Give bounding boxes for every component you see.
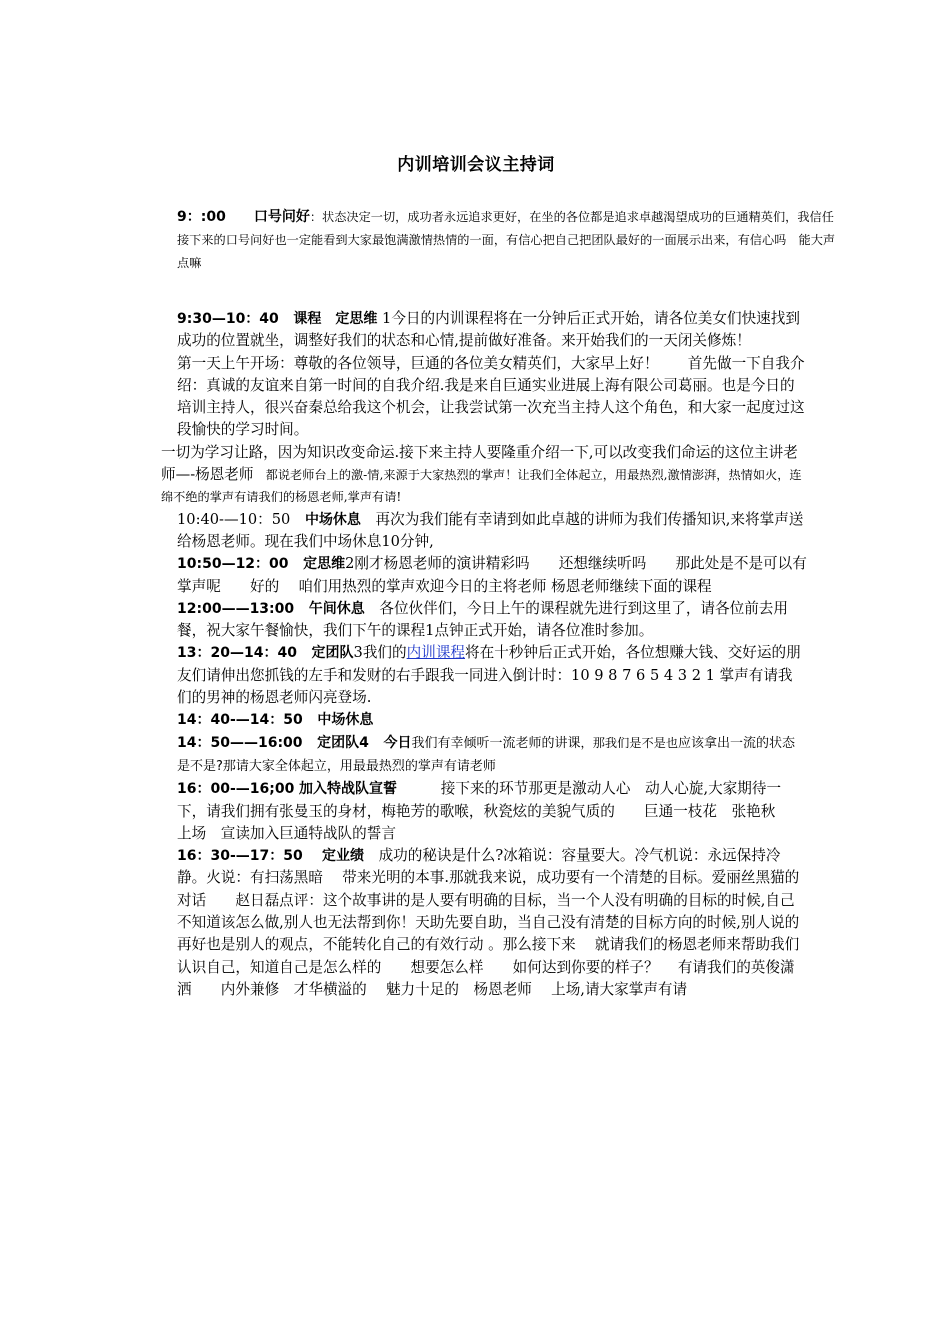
section-team-4 (145, 732, 807, 779)
intro-applause-text: 都说老师台上的激-情,来源于大家热烈的掌声！让我们全体起立，用最热烈,激情澎湃，热情如火，连绵不绝的掌声有请我们的杨恩老师,掌声有请! (161, 468, 802, 505)
section-text: 1今日的内训课程将在一分钟后正式开始，请各位美女们快速找到成功的位置就坐，调整好我们的状态和心情,提前做好准备。来开始我们的一天闭关修炼！ (177, 310, 800, 350)
section-number: 4 (359, 734, 369, 751)
section-text: 接下来的环节那更是激动人心 动人心旋,大家期待一下，请我们拥有张曼玉的身材，梅艳芳的歌喉，秋瓷炫的美貌气质的 巨通一枝花 张艳秋 上场 宣读加入巨通特战队的誓言 (177, 780, 795, 842)
section-text: 各位伙伴们，今日上午的课程就先进行到这里了，请各位前去用餐，祝大家午餐愉快，我们下午的课程1点钟正式开始，请各位准时参加。 (177, 599, 788, 640)
section-break-2 (145, 709, 807, 731)
section-text: 3我们的 (353, 644, 407, 662)
slogan-time: 9：:00 (177, 209, 226, 225)
section-break-1 (145, 509, 807, 554)
slogan-label: 口号问好 (253, 209, 310, 225)
section-text: 2刚才杨恩老师的演讲精彩吗 还想继续听吗 那此处是不是可以有掌声呢 好的 咱们用热烈的掌声欢迎今日的主将老师 杨恩老师继续下面的课程 (177, 555, 807, 595)
section-time: 10:40-—10：50 (177, 510, 291, 528)
section-text-small: ，那我们是不是也 (580, 735, 679, 750)
section-text-cont: 应该拿出一流的状态是不是?那请大家全体起立，用最最热烈的掌声有请老师 (177, 735, 796, 774)
section-performance (145, 845, 807, 1001)
section-thinking (145, 553, 807, 598)
section-lunch (145, 598, 807, 643)
section-label: 定团队 (317, 734, 360, 751)
section-text: 成功的秘诀是什么?冰箱说：容量要大。冷气机说：永远保持冷静。火说：有扫荡黑暗 带来光明的本事.那就我来说，成功要有一个清楚的目标。爱丽丝黑猫的对话 赵日磊点评：这个故事讲的是人要有明确的目标，当一个人没有明确的目标的时候,自己不知道该怎么做,别人也无法帮到你！天助先要自助，当自己没有清楚的目标方向的时候,别人说的再好也是别人的观点，不能转化自己的有效行动 。那么接下来 就请我们的杨恩老师来帮助我们认识自己，知道自己是怎么样的 想要怎么样 如何达到你要的样子？ 有请我们的英俊潇洒 内外兼修 才华横溢的 魅力十足的 杨恩老师 上场,请大家掌声有请 (177, 847, 800, 998)
section-time: 13：20—14：40 (177, 645, 297, 662)
section-text: 我们有幸倾听一流老师的讲课 (411, 735, 581, 751)
section-pledge (145, 778, 807, 845)
slogan-text: ：状态决定一切，成功者永远追求更好，在坐的各位都是追求卓越渴望成功的巨通精英们，我信任接下来的口号问好也一定能看到大家最饱满激情热情的一面，有信心把自己把团队最好的一面展示出来，有信心吗 能大声点嘛 (177, 210, 836, 270)
section-text-cont: 将在十秒钟后正式开始，各位想赚大钱、交好运的朋友们请伸出您抓钱的左手和发财的右手跟我一同进入倒计时：10 9 8 7 6 5 4 3 2 1 掌声有请我们的男神的杨恩老师闪亮登场. (177, 644, 801, 707)
section-label: 定团队 (311, 645, 354, 662)
section-time: 16：30-—17：50 (177, 848, 303, 865)
page-title: 内训培训会议主持词 (397, 155, 555, 175)
intro-text: 一切为学习让路，因为知识改变命运.接下来主持人要隆重介绍一下,可以改变我们命运的这位主讲老师—-杨恩老师 (161, 443, 798, 484)
section-label: 中场休息 (317, 712, 374, 729)
section-time: 16：00-—16;00 (177, 781, 295, 798)
section-time: 14：50——16:00 (177, 734, 303, 751)
section-course (145, 308, 807, 353)
introduction-paragraph (145, 442, 807, 509)
opening-paragraph: 第一天上午开场：尊敬的各位领导，巨通的各位美女精英们，大家早上好！ 首先做一下自我介绍：真诚的友谊来自第一时间的自我介绍.我是来自巨通实业进展上海有限公司葛丽。也是今日的培训主持人，很兴奋秦总给我这个机会，让我尝试第一次充当主持人这个角色，和大家一起度过这段愉快的学习时间。 (177, 354, 805, 439)
section-text: 再次为我们能有幸请到如此卓越的讲师为我们传播知识,来将掌声送给杨恩老师。现在我们中场休息10分钟, (177, 510, 804, 550)
today-label: 今日 (383, 734, 412, 751)
section-time: 9:30—10：40 (177, 311, 279, 327)
section-time: 10:50—12：00 (177, 556, 289, 573)
section-label: 课程 定思维 (293, 311, 378, 327)
agenda-body (145, 308, 807, 1001)
section-time: 12:00——13:00 (177, 600, 295, 617)
section-team-3 (145, 642, 807, 709)
slogan-paragraph (145, 206, 839, 275)
section-label: 加入特战队宣誓 (298, 781, 397, 798)
course-link[interactable]: 内训课程 (406, 644, 466, 662)
section-label: 定思维 (303, 556, 346, 573)
section-label: 定业绩 (321, 848, 364, 865)
section-time: 14：40-—14：50 (177, 712, 303, 729)
section-label: 午间休息 (308, 600, 365, 617)
section-label: 中场休息 (304, 511, 361, 528)
